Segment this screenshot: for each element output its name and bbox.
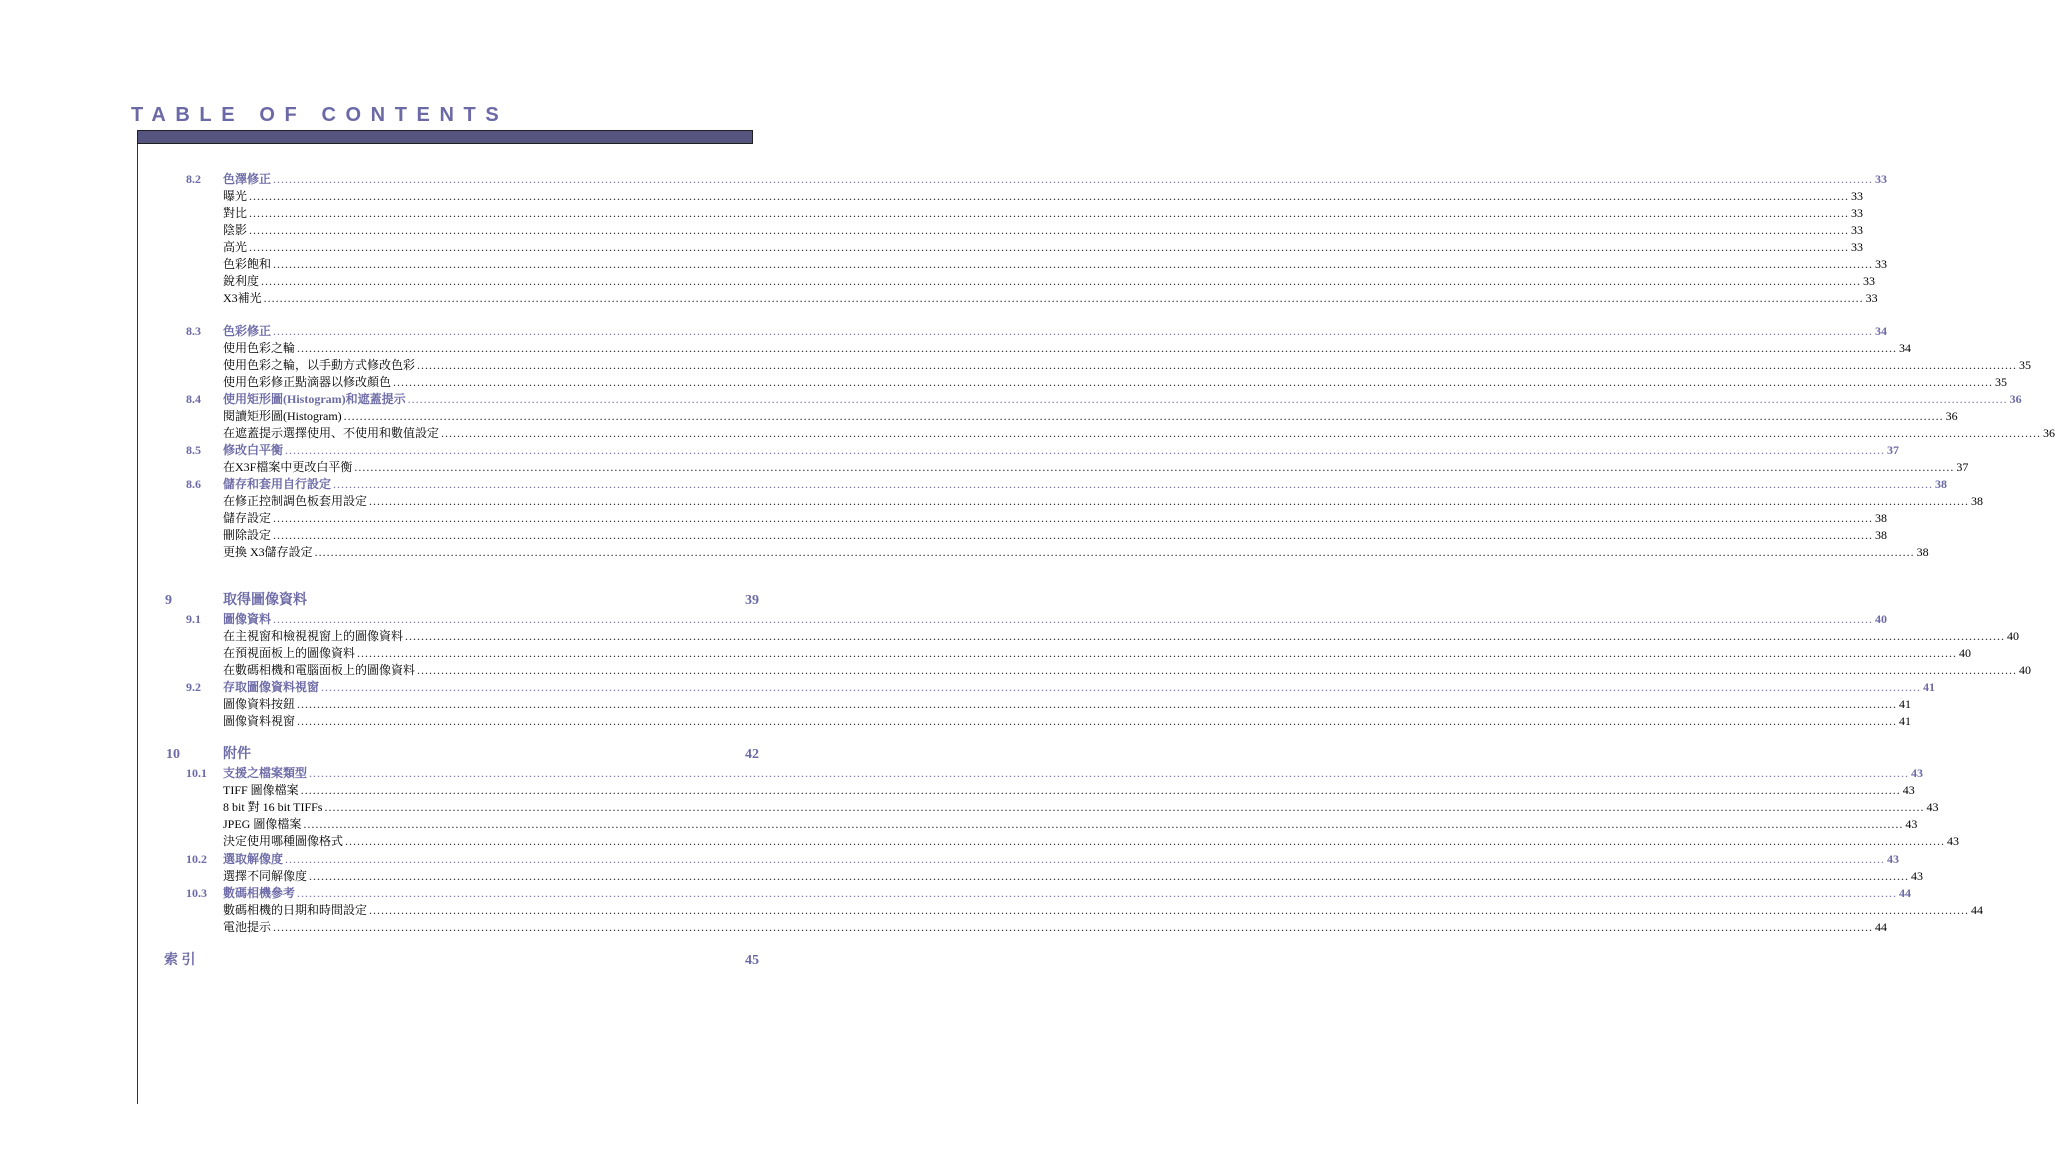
dot-leader: ................................................................................................................................................................................................................................................................................................................................................................................................................ [249,240,1850,254]
entry-title: 對比 [223,206,248,220]
entry-page-number: 44 [1875,920,1888,934]
entry-page-number: 38 [1935,477,1948,491]
entry-number: 10 [166,747,180,762]
entry-page-number: 34 [1875,324,1888,338]
entry-page-number: 43 [1947,834,1960,848]
toc-entry-sub[interactable] [223,253,1888,271]
dot-leader: ................................................................................................................................................................................................................................................................................................................................................................................................................ [249,189,1850,203]
dot-leader: ................................................................................................................................................................................................................................................................................................................................................................................................................ [393,375,1994,389]
toc-entry-sub[interactable] [223,236,1864,254]
dot-leader: ................................................................................................................................................................................................................................................................................................................................................................................................................ [273,528,1874,542]
toc-entry-sec[interactable] [186,608,1888,626]
entry-page-number: 33 [1851,189,1864,203]
entry-page-number: 40 [1875,612,1888,626]
entry-page-number: 36 [1945,409,1958,423]
entry-page-number: 41 [1899,714,1912,728]
entry-title: 儲存和套用自行設定 [223,477,332,491]
dot-leader: ................................................................................................................................................................................................................................................................................................................................................................................................................ [321,680,1922,694]
dot-leader: ................................................................................................................................................................................................................................................................................................................................................................................................................ [369,903,1970,917]
dot-leader: ................................................................................................................................................................................................................................................................................................................................................................................................................ [273,612,1874,626]
toc-entry-sub[interactable] [223,507,1888,525]
toc-entry-sub[interactable] [223,185,1864,203]
entry-page-number: 40 [1959,646,1972,660]
entry-title: 曝光 [223,189,248,203]
entry-title: JPEG 圖像檔案 [223,817,302,831]
dot-leader: ................................................................................................................................................................................................................................................................................................................................................................................................................ [417,663,2018,677]
dot-leader: ................................................................................................................................................................................................................................................................................................................................................................................................................ [314,545,1915,559]
toc-entry-sec[interactable] [186,168,1888,186]
dot-leader: ................................................................................................................................................................................................................................................................................................................................................................................................................ [263,291,1864,305]
toc-entry-sub[interactable] [223,337,1912,355]
toc-entry-sub[interactable] [223,659,2032,677]
dot-leader: ................................................................................................................................................................................................................................................................................................................................................................................................................ [343,409,1944,423]
entry-title: 圖像資料視窗 [223,714,296,728]
entry-page-number: 38 [1971,494,1984,508]
entry-title: 儲存設定 [223,511,272,525]
toc-entry-sec[interactable] [186,320,1888,338]
entry-page-number: 45 [745,953,759,968]
dot-leader: ................................................................................................................................................................................................................................................................................................................................................................................................................ [300,783,1901,797]
entry-page-number: 43 [1926,800,1939,814]
toc-entry-sub[interactable] [223,524,1888,542]
dot-leader: ................................................................................................................................................................................................................................................................................................................................................................................................................ [417,358,2018,372]
entry-number: 8.6 [186,477,201,491]
entry-title: 附件 [223,747,251,762]
entry-page-number: 34 [1899,341,1912,355]
entry-page-number: 33 [1863,274,1876,288]
dot-leader: ................................................................................................................................................................................................................................................................................................................................................................................................................ [273,324,1874,338]
dot-leader: ................................................................................................................................................................................................................................................................................................................................................................................................................ [441,426,2042,440]
toc-entry-chap[interactable] [166,744,759,762]
entry-title: TIFF 圖像檔案 [223,783,299,797]
dot-leader: ................................................................................................................................................................................................................................................................................................................................................................................................................ [273,172,1874,186]
entry-page-number: 43 [1905,817,1918,831]
entry-title: 高光 [223,240,248,254]
entry-title: 在預視面板上的圖像資料 [223,646,356,660]
toc-entry-sec[interactable] [186,676,1936,694]
toc-entry-sub[interactable] [223,287,1878,305]
toc-entry-sub[interactable] [223,202,1864,220]
entry-title: 在X3F檔案中更改白平衡 [223,460,353,474]
entry-number: 10.1 [186,766,207,780]
entry-number: 9.1 [186,612,201,626]
toc-entry-chap[interactable] [165,590,759,608]
entry-title: 刪除設定 [223,528,272,542]
entry-title: 數碼相機的日期和時間設定 [223,903,368,917]
entry-title: 閱讀矩形圖(Histogram) [223,409,342,423]
entry-title: 陰影 [223,223,248,237]
toc-entry-sec[interactable] [186,388,2022,406]
dot-leader: ................................................................................................................................................................................................................................................................................................................................................................................................................ [297,886,1898,900]
entry-page-number: 38 [1875,511,1888,525]
entry-number: 8.3 [186,324,201,338]
entry-page-number: 33 [1851,223,1864,237]
dot-leader: ................................................................................................................................................................................................................................................................................................................................................................................................................ [285,443,1886,457]
entry-number: 9.2 [186,680,201,694]
toc-entry-sub[interactable] [223,796,1939,814]
toc-entry-sec[interactable] [186,762,1924,780]
dot-leader: ................................................................................................................................................................................................................................................................................................................................................................................................................ [369,494,1970,508]
dot-leader: ................................................................................................................................................................................................................................................................................................................................................................................................................ [357,646,1958,660]
entry-title: 數碼相機參考 [223,886,296,900]
toc-entry-sec[interactable] [186,439,1900,457]
entry-title: 在修正控制調色板套用設定 [223,494,368,508]
entry-number: 10.2 [186,852,207,866]
entry-title: 選擇不同解像度 [223,869,308,883]
entry-number: 8.2 [186,172,201,186]
entry-title: 取得圖像資料 [223,593,307,608]
entry-page-number: 39 [745,593,759,608]
dot-leader: ................................................................................................................................................................................................................................................................................................................................................................................................................ [273,920,1874,934]
toc-entry-sub[interactable] [223,371,2008,389]
toc-entry-sub[interactable] [223,830,1960,848]
entry-number: 10.3 [186,886,207,900]
dot-leader: ................................................................................................................................................................................................................................................................................................................................................................................................................ [261,274,1862,288]
dot-leader: ................................................................................................................................................................................................................................................................................................................................................................................................................ [297,697,1898,711]
entry-page-number: 41 [1899,697,1912,711]
dot-leader: ................................................................................................................................................................................................................................................................................................................................................................................................................ [297,341,1898,355]
toc-entry-sub[interactable] [223,693,1912,711]
toc-entry-sub[interactable] [223,354,2032,372]
toc-entry-sub[interactable] [223,270,1876,288]
entry-page-number: 33 [1851,206,1864,220]
dot-leader: ................................................................................................................................................................................................................................................................................................................................................................................................................ [297,714,1898,728]
dot-leader: ................................................................................................................................................................................................................................................................................................................................................................................................................ [309,869,1910,883]
entry-page-number: 44 [1971,903,1984,917]
entry-page-number: 43 [1902,783,1915,797]
entry-number: 9 [165,593,172,608]
entry-title: 更換 X3儲存設定 [223,545,313,559]
entry-title: 使用矩形圖(Histogram)和遮蓋提示 [223,392,406,406]
dot-leader: ................................................................................................................................................................................................................................................................................................................................................................................................................ [333,477,1934,491]
entry-title: 選取解像度 [223,852,284,866]
entry-page-number: 43 [1911,869,1924,883]
entry-page-number: 43 [1887,852,1900,866]
entry-title: 8 bit 對 16 bit TIFFs [223,800,323,814]
toc-entry-sub[interactable] [223,710,1912,728]
dot-leader: ................................................................................................................................................................................................................................................................................................................................................................................................................ [405,629,2006,643]
entry-title: 存取圖像資料視窗 [223,680,320,694]
dot-leader: ................................................................................................................................................................................................................................................................................................................................................................................................................ [249,206,1850,220]
dot-leader: ................................................................................................................................................................................................................................................................................................................................................................................................................ [285,852,1886,866]
entry-number: 8.5 [186,443,201,457]
entry-page-number: 43 [1911,766,1924,780]
entry-page-number: 40 [2007,629,2020,643]
dot-leader: ................................................................................................................................................................................................................................................................................................................................................................................................................ [303,817,1904,831]
entry-title: 決定使用哪種圖像格式 [223,834,344,848]
dot-leader: ................................................................................................................................................................................................................................................................................................................................................................................................................ [273,257,1874,271]
entry-title: 在遮蓋提示選擇使用、不使用和數值設定 [223,426,440,440]
entry-title: 在主視窗和檢視視窗上的圖像資料 [223,629,404,643]
toc-entry-sec[interactable] [186,473,1948,491]
entry-page-number: 33 [1875,257,1888,271]
entry-title: 使用色彩之輪，以手動方式修改色彩 [223,358,416,372]
entry-page-number: 38 [1875,528,1888,542]
entry-title: 支援之檔案類型 [223,766,308,780]
toc-entry-sec[interactable] [186,882,1912,900]
entry-title: 色彩飽和 [223,257,272,271]
entry-title: 使用色彩之輪 [223,341,296,355]
entry-page-number: 37 [1887,443,1900,457]
entry-title: 色澤修正 [223,172,272,186]
entry-title: 使用色彩修正點滴器以修改顏色 [223,375,392,389]
dot-leader: ................................................................................................................................................................................................................................................................................................................................................................................................................ [273,511,1874,525]
entry-title: 修改白平衡 [223,443,284,457]
entry-page-number: 33 [1875,172,1888,186]
entry-page-number: 42 [745,747,759,762]
toc-entry-sub[interactable] [223,865,1924,883]
entry-page-number: 44 [1899,886,1912,900]
toc-entry-chap[interactable] [164,950,759,968]
entry-page-number: 38 [1916,545,1929,559]
toc-entry-sub[interactable] [223,899,1984,917]
dot-leader: ................................................................................................................................................................................................................................................................................................................................................................................................................ [407,392,2008,406]
toc-entry-sub[interactable] [223,219,1864,237]
entry-page-number: 35 [2019,358,2032,372]
entry-number: 8.4 [186,392,201,406]
entry-page-number: 40 [2019,663,2032,677]
entry-title: 圖像資料按鈕 [223,697,296,711]
entry-page-number: 33 [1865,291,1878,305]
dot-leader: ................................................................................................................................................................................................................................................................................................................................................................................................................ [324,800,1925,814]
entry-title: 色彩修正 [223,324,272,338]
toc-entry-sec[interactable] [186,848,1900,866]
toc-entry-sub[interactable] [223,456,1969,474]
entry-page-number: 36 [2009,392,2022,406]
toc-entry-sub[interactable] [223,813,1918,831]
toc-entry-sub[interactable] [223,405,1958,423]
dot-leader: ................................................................................................................................................................................................................................................................................................................................................................................................................ [309,766,1910,780]
entry-page-number: 36 [2043,426,2055,440]
toc-entry-sub[interactable] [223,625,2020,643]
entry-title: X3補光 [223,291,262,305]
entry-title: 索 引 [164,953,196,968]
toc-entry-sub[interactable] [223,642,1972,660]
entry-title: 圖像資料 [223,612,272,626]
entry-title: 電池提示 [223,920,272,934]
entry-page-number: 41 [1923,680,1936,694]
entry-page-number: 37 [1956,460,1969,474]
toc-entry-sub[interactable] [223,541,1929,559]
toc-entry-sub[interactable] [223,422,2055,440]
entry-title: 銳利度 [223,274,260,288]
entry-page-number: 33 [1851,240,1864,254]
toc-heading: TABLE OF CONTENTS [131,104,509,126]
toc-entry-sub[interactable] [223,490,1984,508]
entry-title: 在數碼相機和電腦面板上的圖像資料 [223,663,416,677]
toc-entry-sub[interactable] [223,779,1915,797]
dot-leader: ................................................................................................................................................................................................................................................................................................................................................................................................................ [354,460,1955,474]
dot-leader: ................................................................................................................................................................................................................................................................................................................................................................................................................ [249,223,1850,237]
dot-leader: ................................................................................................................................................................................................................................................................................................................................................................................................................ [345,834,1946,848]
entry-page-number: 35 [1995,375,2008,389]
toc-entry-sub[interactable] [223,916,1888,934]
